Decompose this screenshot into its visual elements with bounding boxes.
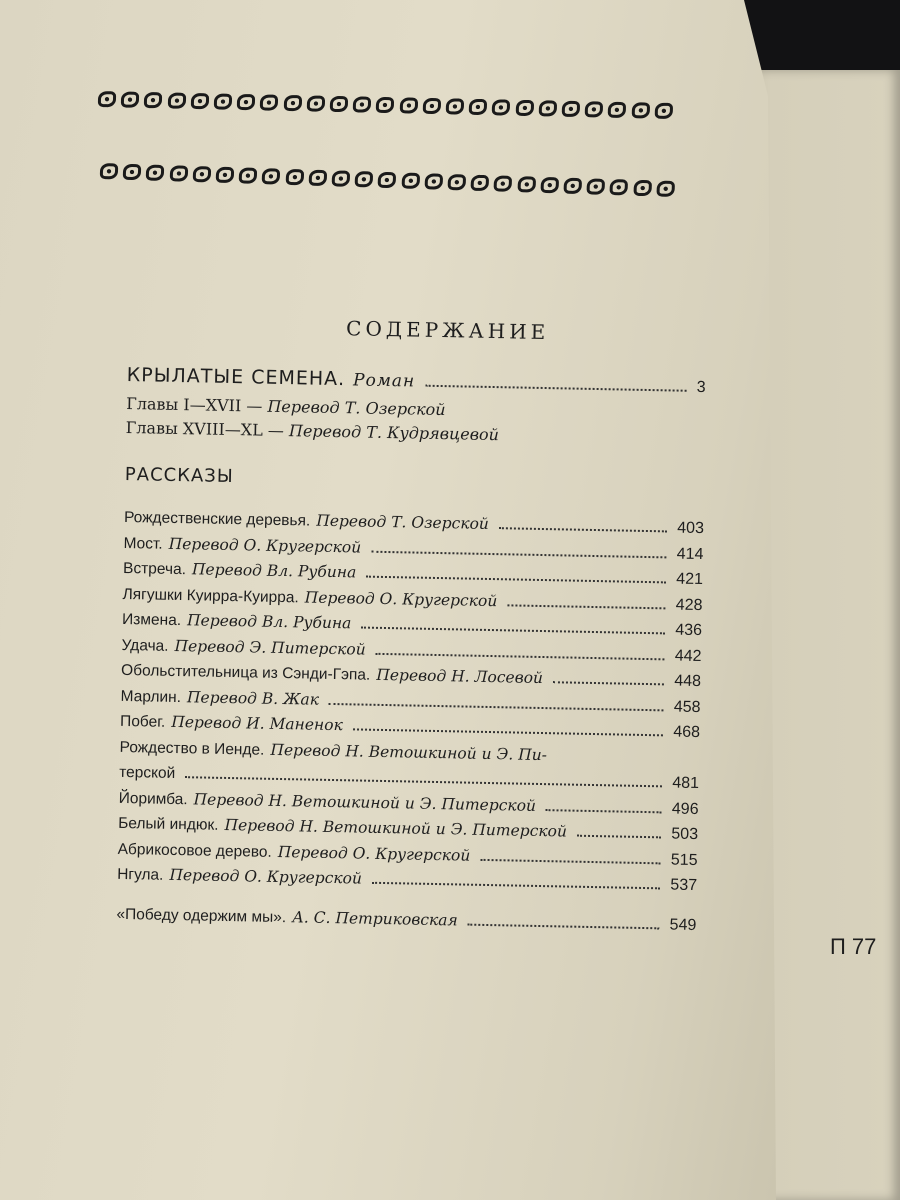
story-translator: Перевод И. Маненок — [171, 712, 343, 735]
chapter-range: Главы I—XVII — [126, 393, 242, 416]
story-title: Нгула. — [117, 865, 164, 884]
page-number: 503 — [671, 825, 699, 844]
story-translator: Перевод О. Кругерской — [169, 865, 363, 888]
leader-dots — [425, 385, 687, 392]
novel-genre: Роман — [352, 370, 416, 392]
leader-dots — [480, 858, 661, 863]
story-translator: Перевод Н. Ветошкиной и Э. Питерской — [193, 789, 537, 815]
novel-entry — [127, 364, 707, 397]
leader-dots — [507, 604, 666, 609]
afterword-title: «Победу одержим мы». — [116, 905, 287, 926]
story-translator: Перевод О. Кругерской — [168, 534, 362, 557]
story-title: Рождественские деревья. — [123, 508, 311, 530]
story-title: Рождество в Иенде. — [119, 738, 265, 759]
leader-dots — [353, 728, 664, 736]
page-number: 549 — [669, 916, 697, 934]
leader-dots — [468, 923, 660, 929]
story-title: Лягушки Куирра-Куирра. — [122, 585, 299, 606]
story-title: Обольстительница из Сэнди-Гэпа. — [120, 661, 371, 684]
story-translator: Перевод Э. Питерской — [174, 636, 366, 659]
page-number: 515 — [670, 851, 698, 869]
leader-dots — [577, 835, 662, 839]
story-translator: Перевод Т. Озерской — [316, 511, 490, 533]
story-translator-continuation: терской — [118, 763, 176, 782]
leader-dots — [376, 652, 665, 660]
page-number: 537 — [670, 876, 698, 895]
story-translator: Перевод Вл. Рубина — [186, 611, 352, 633]
leader-dots — [371, 550, 667, 558]
table-of-contents — [116, 312, 708, 938]
page-number: 496 — [671, 800, 699, 818]
story-translator: Перевод В. Жак — [186, 687, 320, 709]
page-number: 481 — [672, 774, 700, 793]
page-number: 428 — [675, 596, 703, 614]
story-title: Мост. — [123, 534, 163, 553]
catalog-mark: П 77 — [830, 934, 877, 959]
story-translator: Перевод Вл. Рубина — [191, 560, 357, 582]
story-title: Удача. — [121, 636, 169, 655]
chapter-range: Главы XVIII—XL — [125, 417, 263, 440]
story-translator: Перевод О. Кругерской — [277, 842, 471, 865]
page-number: 436 — [675, 621, 703, 640]
page-number: 3 — [696, 378, 707, 397]
page-number: 403 — [677, 519, 705, 538]
story-translator: Перевод О. Кругерской — [304, 587, 498, 610]
story-title: Йоримба. — [118, 789, 188, 808]
story-translator: Перевод Н. Ветошкиной и Э. Пи- — [270, 740, 548, 764]
afterword-author: А. С. Петриковская — [291, 907, 458, 929]
story-title: Измена. — [121, 610, 182, 630]
novel-chapters — [126, 392, 707, 451]
story-title: Белый индюк. — [118, 814, 219, 834]
leader-dots — [499, 527, 667, 532]
leader-dots — [329, 702, 664, 710]
page-number: 448 — [674, 672, 702, 691]
leader-dots — [361, 627, 665, 635]
story-title: Побег. — [119, 712, 166, 731]
leader-dots — [553, 681, 664, 685]
novel-title: КРЫЛАТЫЕ СЕМЕНА. — [126, 363, 346, 391]
leader-dots — [546, 809, 662, 813]
page-number: 442 — [674, 647, 702, 665]
chapter-translator: — Перевод Т. Кудрявцевой — [267, 420, 500, 445]
story-title: Абрикосовое дерево. — [117, 840, 272, 861]
page-number: 414 — [676, 545, 704, 563]
story-title: Марлин. — [120, 687, 182, 706]
leader-dots — [366, 576, 666, 584]
toc-title: СОДЕРЖАНИЕ — [345, 316, 550, 345]
story-translator: Перевод Н. Лосевой — [376, 665, 544, 688]
page-number: 468 — [673, 723, 701, 742]
page-number: 458 — [673, 698, 701, 716]
story-title: Встреча. — [122, 559, 187, 579]
story-translator: Перевод Н. Ветошкиной и Э. Питерской — [224, 815, 568, 841]
chapter-translator: — Перевод Т. Озерской — [246, 396, 446, 420]
stories-heading: РАССКАЗЫ — [124, 463, 234, 488]
page-number: 421 — [676, 570, 704, 589]
leader-dots — [372, 882, 661, 890]
leader-dots — [185, 776, 662, 787]
